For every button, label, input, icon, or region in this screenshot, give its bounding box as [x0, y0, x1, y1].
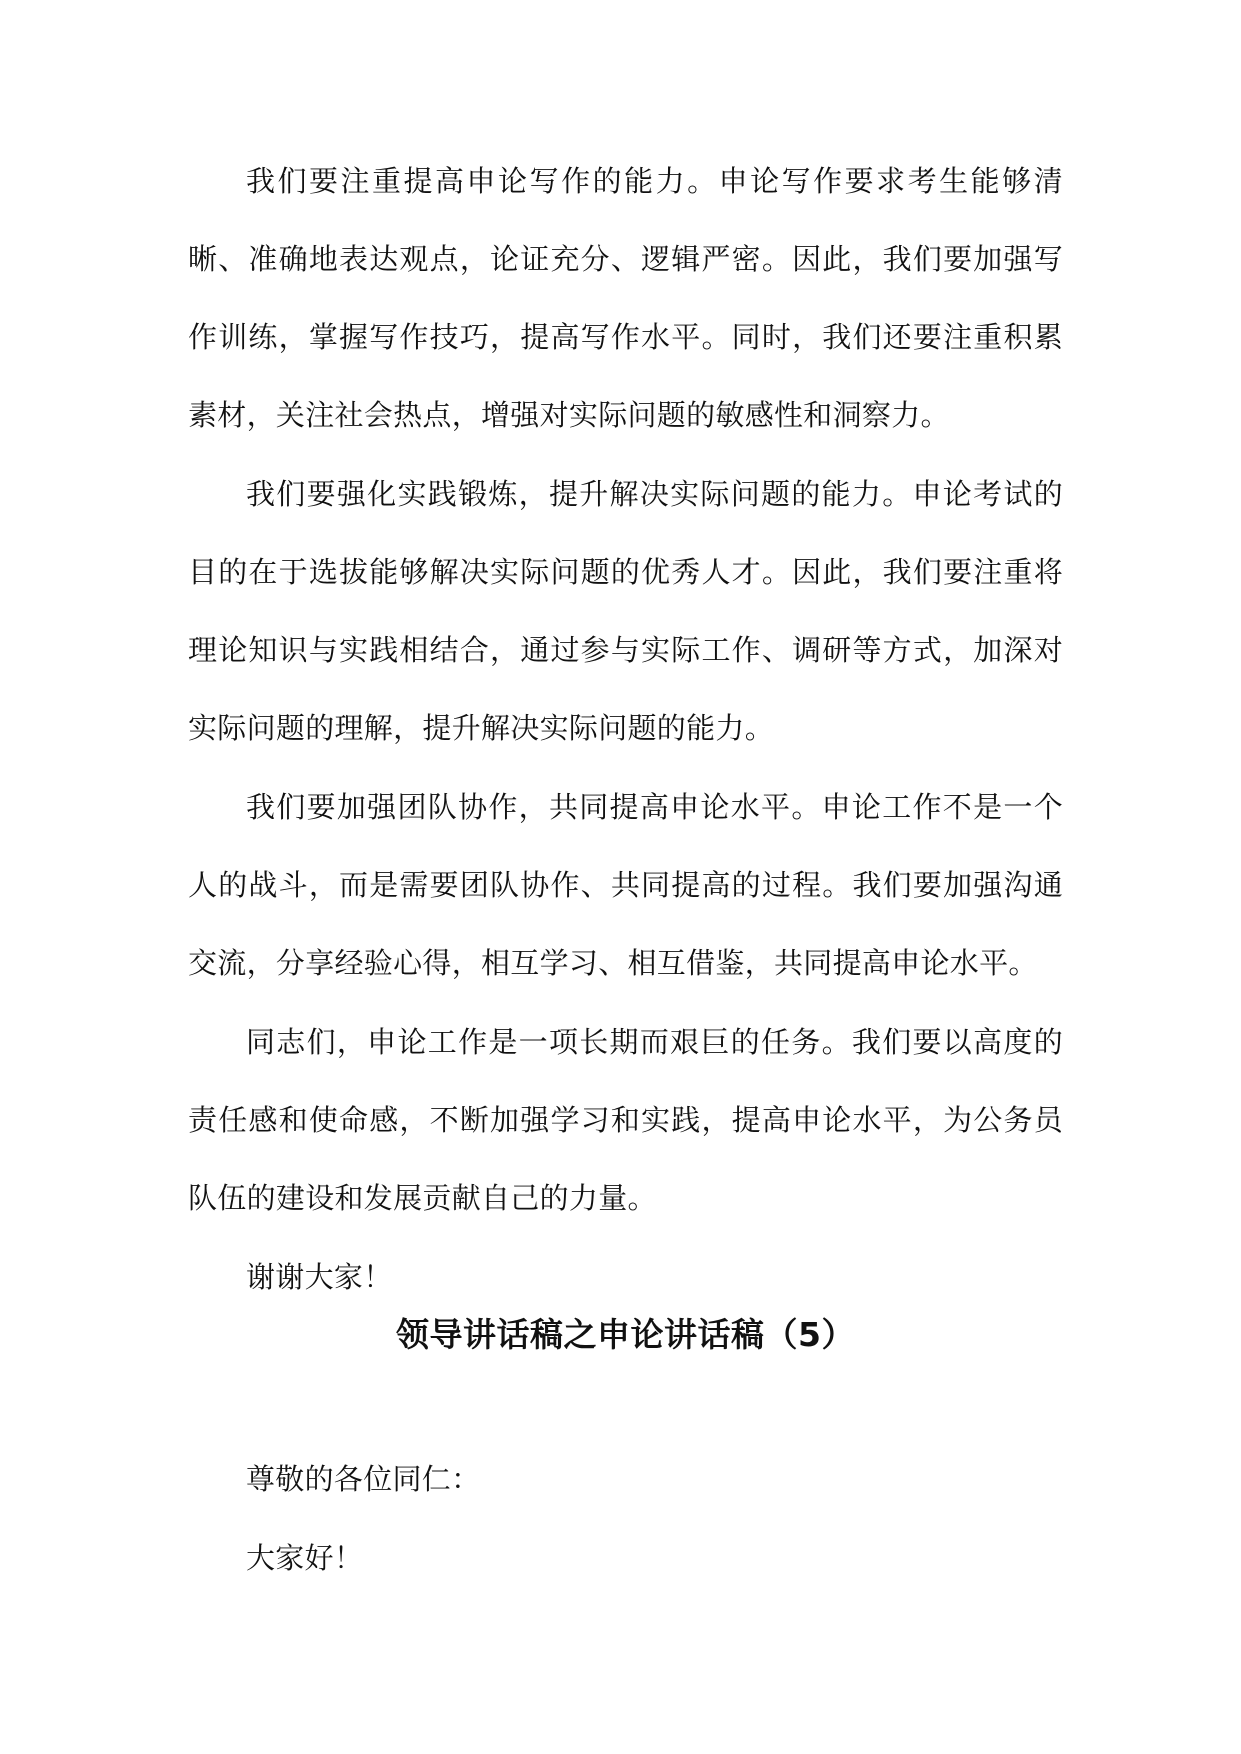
paragraph-teamwork: 我们要加强团队协作，共同提高申论水平。申论工作不是一个人的战斗，而是需要团队协作、共同提高的过程。我们要加强沟通交流，分享经验心得，相互学习、相互借鉴，共同提高申论水平。 [188, 790, 1063, 980]
section-title: 领导讲话稿之申论讲话稿（5） [396, 1315, 855, 1354]
paragraph-thanks: 谢谢大家！ [246, 1260, 393, 1294]
speech-body [188, 142, 1063, 1317]
paragraph-writing-ability: 我们要注重提高申论写作的能力。申论写作要求考生能够清晰、准确地表达观点，论证充分、逻辑严密。因此，我们要加强写作训练，掌握写作技巧，提高写作水平。同时，我们还要注重积累素材，关注社会热点，增强对实际问题的敏感性和洞察力。 [188, 164, 1063, 432]
speech-opening [188, 1440, 1063, 1598]
greeting: 大家好！ [246, 1541, 364, 1575]
paragraph-practice: 我们要强化实践锻炼，提升解决实际问题的能力。申论考试的目的在于选拔能够解决实际问题的优秀人才。因此，我们要注重将理论知识与实践相结合，通过参与实际工作、调研等方式，加深对实际问题的理解，提升解决实际问题的能力。 [188, 477, 1063, 745]
paragraph-closing: 同志们，申论工作是一项长期而艰巨的任务。我们要以高度的责任感和使命感，不断加强学习和实践，提高申论水平，为公务员队伍的建设和发展贡献自己的力量。 [188, 1025, 1063, 1215]
salutation: 尊敬的各位同仁： [246, 1462, 481, 1496]
